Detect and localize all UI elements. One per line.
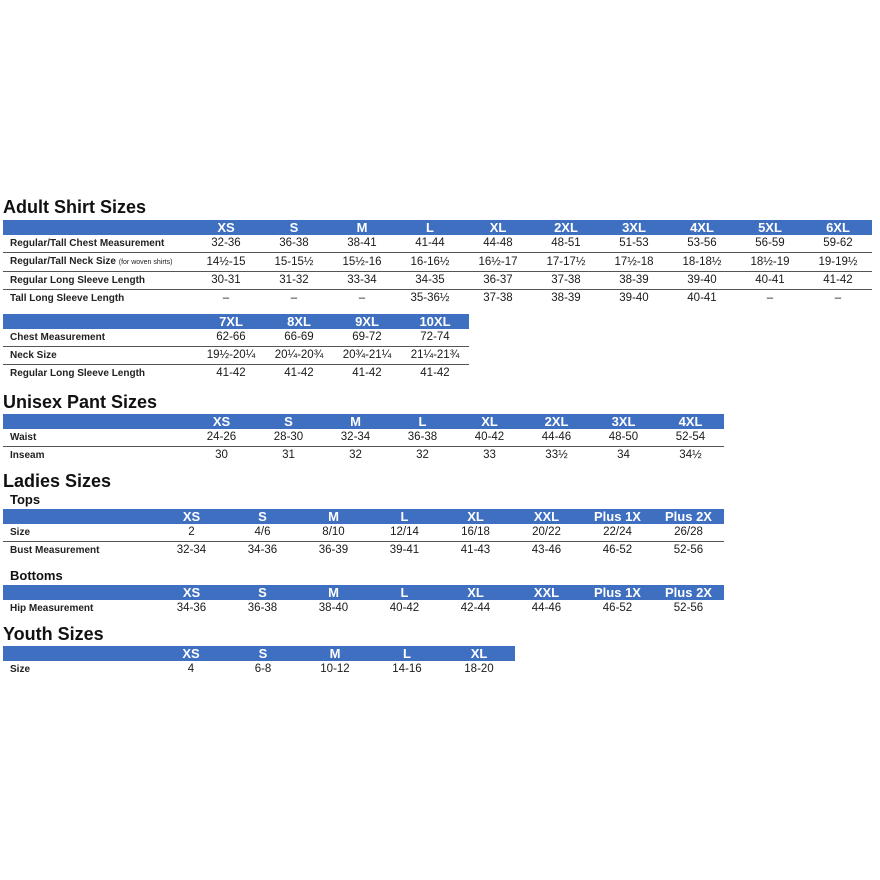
cell: 20¾-21¼ xyxy=(333,347,401,365)
cell: 18-18½ xyxy=(668,253,736,272)
cell: – xyxy=(222,292,230,304)
cell: – xyxy=(358,292,366,304)
header-size: XS xyxy=(156,585,227,600)
cell: 36-38 xyxy=(247,602,278,614)
cell: 31 xyxy=(282,449,295,461)
header-blank xyxy=(3,314,197,329)
header-size: XL xyxy=(443,646,515,661)
cell: 33 xyxy=(483,449,496,461)
cell: 36-38 xyxy=(260,235,328,253)
header-blank xyxy=(3,414,188,429)
header-size: S xyxy=(255,414,322,429)
header-size: Plus 1X xyxy=(582,509,653,524)
cell: 18½-19 xyxy=(736,253,804,272)
row-label: Neck Size xyxy=(3,347,197,365)
cell: 20¼-20¾ xyxy=(265,347,333,365)
table-row xyxy=(3,447,724,465)
cell: 52-56 xyxy=(673,602,704,614)
header-size: XXL xyxy=(511,509,582,524)
row-label: Size xyxy=(10,664,31,675)
cell: 21¼-21¾ xyxy=(401,347,469,365)
adult-shirt-table xyxy=(3,220,872,307)
table-row xyxy=(3,524,724,542)
ladies-tops-table xyxy=(3,509,724,559)
cell: 41-42 xyxy=(352,367,382,379)
cell: 32-34 xyxy=(322,429,389,447)
adult-shirt-title: Adult Shirt Sizes xyxy=(3,197,147,217)
cell: 40-41 xyxy=(736,272,804,290)
row-label: Waist xyxy=(3,429,188,447)
cell: 38-39 xyxy=(551,292,581,304)
header-size: S xyxy=(227,585,298,600)
table-row xyxy=(3,429,724,447)
cell: 16-16½ xyxy=(396,253,464,272)
header-size: XS xyxy=(155,646,227,661)
table-row xyxy=(3,329,469,347)
cell: 28-30 xyxy=(255,429,322,447)
header-size: L xyxy=(369,509,440,524)
header-size: XL xyxy=(456,414,523,429)
cell: 34-36 xyxy=(247,544,278,556)
cell: 41-43 xyxy=(460,544,491,556)
header-blank xyxy=(3,509,156,524)
cell: 42-44 xyxy=(460,602,491,614)
cell: 16½-17 xyxy=(464,253,532,272)
cell: 32-36 xyxy=(192,235,260,253)
cell: 34-36 xyxy=(176,602,207,614)
row-label: Tall Long Sleeve Length xyxy=(10,293,125,304)
cell: 34-35 xyxy=(396,272,464,290)
cell: 30-31 xyxy=(192,272,260,290)
header-size: 3XL xyxy=(590,414,657,429)
ladies-title: Ladies Sizes xyxy=(3,471,112,491)
table-row xyxy=(3,290,872,308)
cell: 32-34 xyxy=(176,544,207,556)
cell: 31-32 xyxy=(260,272,328,290)
cell: 69-72 xyxy=(333,329,401,347)
header-size: 2XL xyxy=(523,414,590,429)
cell: 37-38 xyxy=(532,272,600,290)
cell: 40-42 xyxy=(389,602,420,614)
cell: – xyxy=(290,292,298,304)
row-label: Hip Measurement xyxy=(10,603,94,614)
header-size: 9XL xyxy=(333,314,401,329)
cell: 36-37 xyxy=(464,272,532,290)
cell: 33½ xyxy=(545,449,568,461)
ladies-bottoms-header-row xyxy=(3,585,724,600)
cell: 46-52 xyxy=(602,602,633,614)
row-label-note: (for woven shirts) xyxy=(118,259,173,266)
row-label: Regular Long Sleeve Length xyxy=(3,272,192,290)
row-label xyxy=(3,253,192,272)
header-size: M xyxy=(328,220,396,235)
cell: 40-42 xyxy=(456,429,523,447)
cell: 41-42 xyxy=(804,272,872,290)
cell: 15-15½ xyxy=(260,253,328,272)
cell: 19½-20¼ xyxy=(197,347,265,365)
cell: 52-56 xyxy=(673,544,704,556)
table-row xyxy=(3,272,872,290)
header-size: S xyxy=(227,646,299,661)
cell: 39-40 xyxy=(668,272,736,290)
cell: 41-42 xyxy=(420,367,450,379)
header-size: M xyxy=(322,414,389,429)
header-size: 4XL xyxy=(668,220,736,235)
cell: 36-38 xyxy=(389,429,456,447)
table-row xyxy=(3,542,724,560)
cell: 32 xyxy=(416,449,429,461)
header-size: S xyxy=(227,509,298,524)
cell: 22/24 xyxy=(582,524,653,542)
ladies-tops-header-row xyxy=(3,509,724,524)
cell: 34 xyxy=(617,449,630,461)
cell: 35-36½ xyxy=(410,292,450,304)
header-size: M xyxy=(299,646,371,661)
cell: 62-66 xyxy=(197,329,265,347)
row-label-text: Regular/Tall Neck Size xyxy=(10,256,116,267)
row-label: Chest Measurement xyxy=(3,329,197,347)
header-size: S xyxy=(260,220,328,235)
header-size: L xyxy=(369,585,440,600)
cell: 51-53 xyxy=(600,235,668,253)
header-size: 6XL xyxy=(804,220,872,235)
header-size: 10XL xyxy=(401,314,469,329)
header-size: 3XL xyxy=(600,220,668,235)
adult-plus-header-row xyxy=(3,314,469,329)
cell: 66-69 xyxy=(265,329,333,347)
header-size: M xyxy=(298,509,369,524)
header-size: 2XL xyxy=(532,220,600,235)
cell: 37-38 xyxy=(483,292,513,304)
cell: 48-50 xyxy=(590,429,657,447)
header-size: 8XL xyxy=(265,314,333,329)
header-size: XS xyxy=(156,509,227,524)
header-size: Plus 1X xyxy=(582,585,653,600)
youth-table xyxy=(3,646,515,678)
cell: – xyxy=(834,292,842,304)
row-label: Regular/Tall Chest Measurement xyxy=(3,235,192,253)
header-size: 7XL xyxy=(197,314,265,329)
cell: 41-44 xyxy=(396,235,464,253)
header-blank xyxy=(3,646,155,661)
ladies-tops-title: Tops xyxy=(10,492,41,507)
cell: 4 xyxy=(187,663,195,675)
cell: 41-42 xyxy=(284,367,314,379)
header-size: XS xyxy=(188,414,255,429)
cell: 34½ xyxy=(679,449,702,461)
cell: 14½-15 xyxy=(192,253,260,272)
cell: 18-20 xyxy=(464,663,494,675)
header-size: XL xyxy=(440,509,511,524)
cell: 10-12 xyxy=(320,663,350,675)
cell: 53-56 xyxy=(668,235,736,253)
cell: 4/6 xyxy=(227,524,298,542)
header-size: L xyxy=(396,220,464,235)
cell: 48-51 xyxy=(532,235,600,253)
cell: 6-8 xyxy=(254,663,272,675)
cell: 44-46 xyxy=(523,429,590,447)
table-row xyxy=(3,347,469,365)
table-row xyxy=(3,600,724,617)
header-blank xyxy=(3,585,156,600)
cell: 39-41 xyxy=(389,544,420,556)
header-size: 4XL xyxy=(657,414,724,429)
ladies-bottoms-table xyxy=(3,585,724,617)
cell: 14-16 xyxy=(392,663,422,675)
cell: 17½-18 xyxy=(600,253,668,272)
header-size: L xyxy=(371,646,443,661)
youth-header-row xyxy=(3,646,515,661)
cell: 56-59 xyxy=(736,235,804,253)
header-size: XL xyxy=(464,220,532,235)
cell: 15½-16 xyxy=(328,253,396,272)
pants-table xyxy=(3,414,724,464)
cell: 33-34 xyxy=(328,272,396,290)
header-blank xyxy=(3,220,192,235)
cell: 38-40 xyxy=(318,602,349,614)
cell: 26/28 xyxy=(653,524,724,542)
cell: 39-40 xyxy=(619,292,649,304)
table-row xyxy=(3,661,515,678)
cell: 32 xyxy=(349,449,362,461)
cell: 40-41 xyxy=(687,292,717,304)
header-size: XXL xyxy=(511,585,582,600)
cell: 30 xyxy=(215,449,228,461)
table-row xyxy=(3,235,872,253)
ladies-bottoms-title: Bottoms xyxy=(10,568,63,583)
cell: 38-39 xyxy=(600,272,668,290)
cell: 46-52 xyxy=(602,544,633,556)
pants-title: Unisex Pant Sizes xyxy=(3,392,158,412)
pants-header-row xyxy=(3,414,724,429)
cell: 44-46 xyxy=(531,602,562,614)
header-size: M xyxy=(298,585,369,600)
cell: 41-42 xyxy=(216,367,246,379)
table-row xyxy=(3,253,872,272)
header-size: 5XL xyxy=(736,220,804,235)
cell: 2 xyxy=(156,524,227,542)
cell: – xyxy=(766,292,774,304)
header-size: XL xyxy=(440,585,511,600)
cell: 17-17½ xyxy=(532,253,600,272)
adult-plus-table xyxy=(3,314,469,382)
youth-title: Youth Sizes xyxy=(3,624,104,644)
cell: 44-48 xyxy=(464,235,532,253)
cell: 19-19½ xyxy=(804,253,872,272)
row-label: Size xyxy=(3,524,156,542)
cell: 43-46 xyxy=(531,544,562,556)
adult-header-row xyxy=(3,220,872,235)
cell: 36-39 xyxy=(318,544,349,556)
row-label: Inseam xyxy=(10,450,45,461)
header-size: XS xyxy=(192,220,260,235)
cell: 59-62 xyxy=(804,235,872,253)
row-label: Regular Long Sleeve Length xyxy=(10,368,146,379)
cell: 38-41 xyxy=(328,235,396,253)
header-size: Plus 2X xyxy=(653,509,724,524)
cell: 72-74 xyxy=(401,329,469,347)
cell: 8/10 xyxy=(298,524,369,542)
cell: 20/22 xyxy=(511,524,582,542)
cell: 52-54 xyxy=(657,429,724,447)
header-size: Plus 2X xyxy=(653,585,724,600)
cell: 16/18 xyxy=(440,524,511,542)
cell: 12/14 xyxy=(369,524,440,542)
row-label: Bust Measurement xyxy=(10,545,100,556)
cell: 24-26 xyxy=(188,429,255,447)
header-size: L xyxy=(389,414,456,429)
table-row xyxy=(3,365,469,383)
